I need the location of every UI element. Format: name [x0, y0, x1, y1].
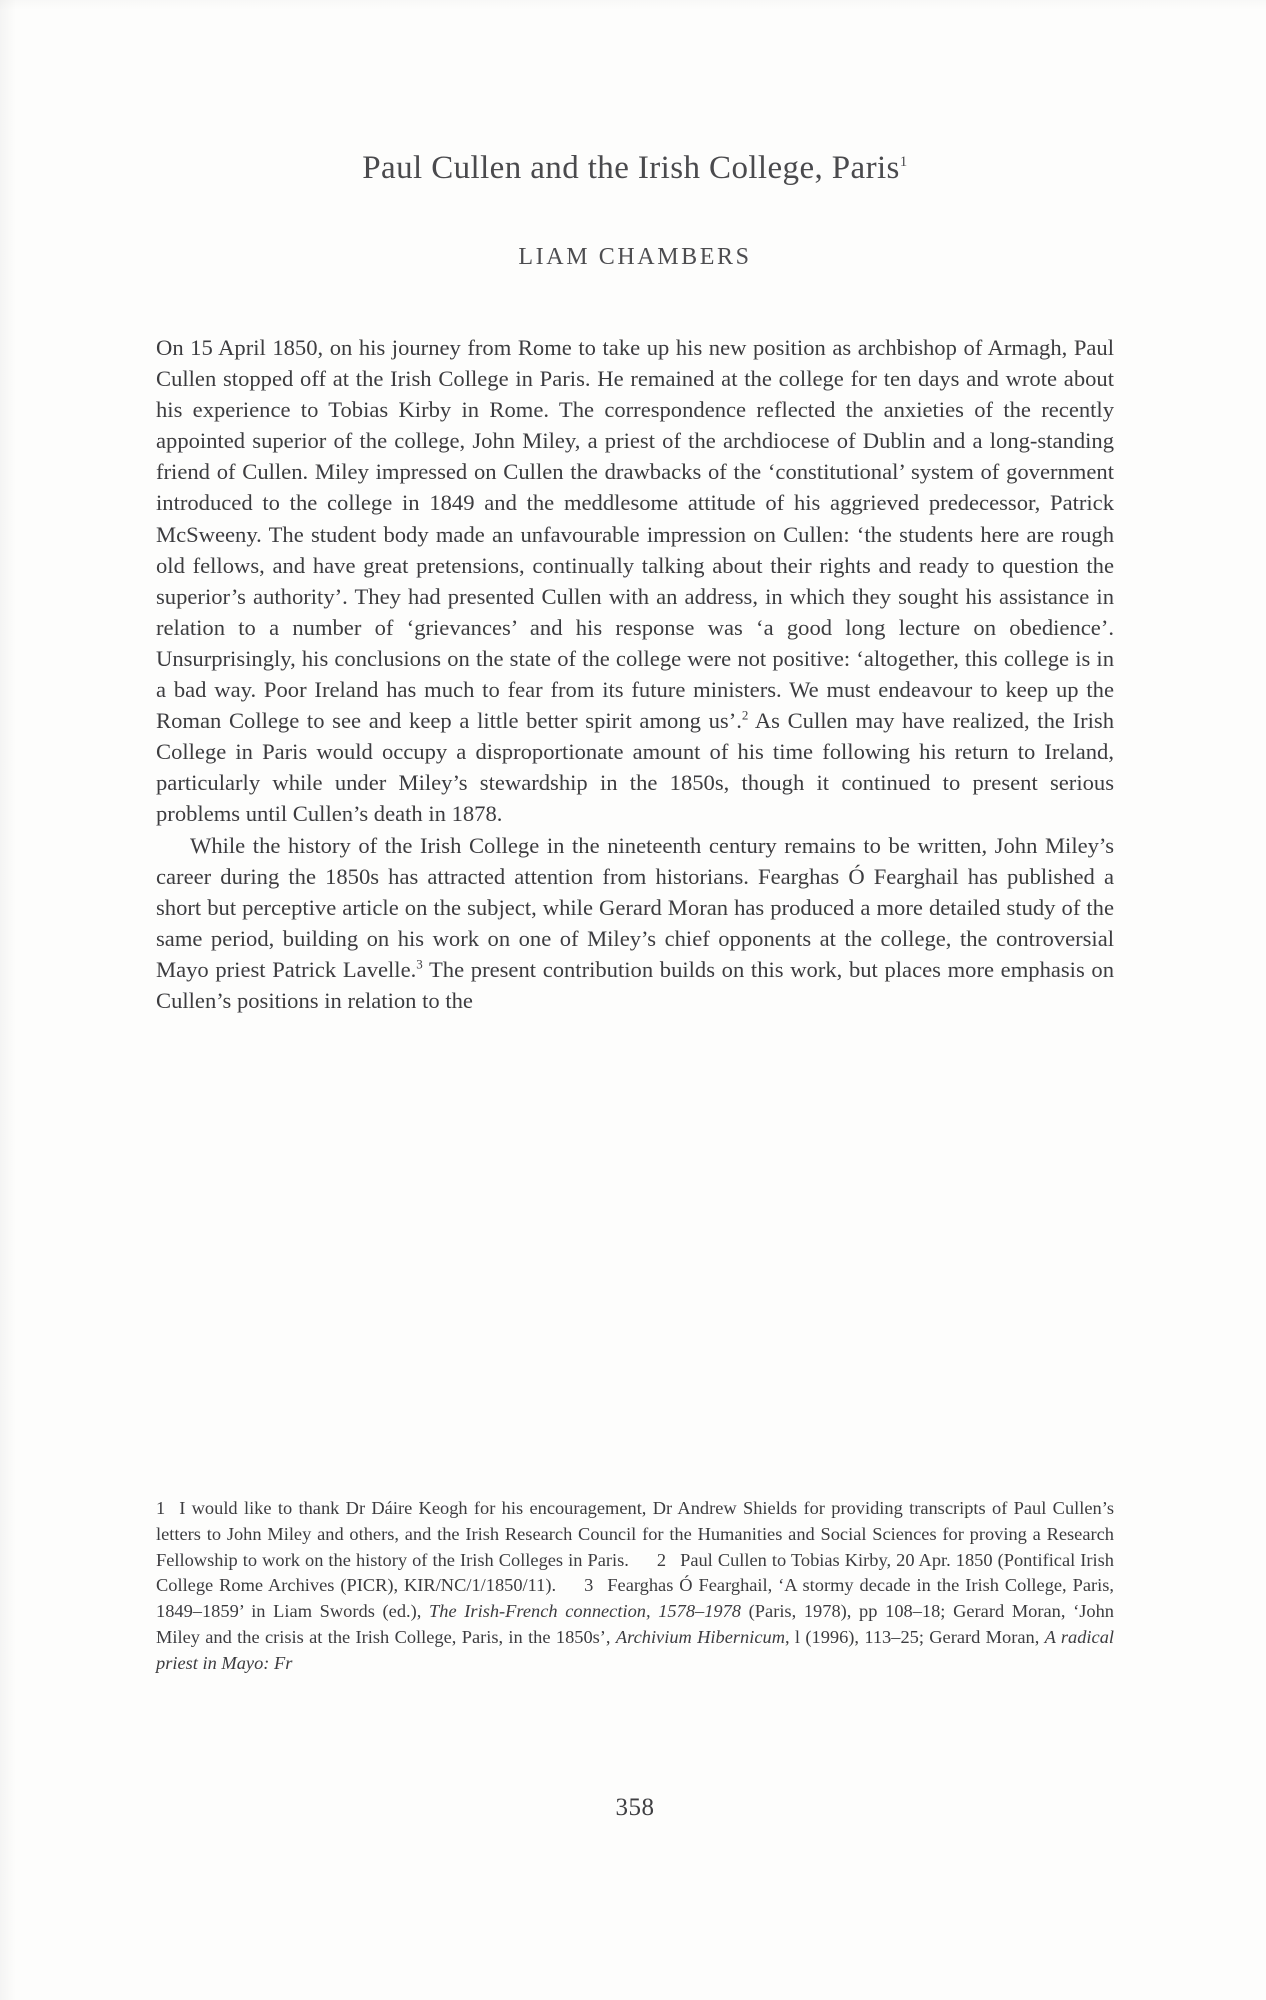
footnotes [156, 1496, 1114, 1677]
footnote-3-text-c: , l (1996), 113–25; Gerard Moran, [785, 1626, 1045, 1647]
title-footnote-marker: 1 [899, 154, 908, 170]
paragraph-2-continued: The present contribution builds on this work, but places more emphasis on Cullen’s positions in relation to the [156, 956, 1114, 1013]
footnote-number-1: 1 [156, 1498, 166, 1518]
footnote-text [156, 1496, 1114, 1677]
article-title-text: Paul Cullen and the Irish College, Paris [362, 150, 900, 186]
footnote-ref-3[interactable]: 3 [416, 956, 423, 972]
paragraph-1-text: On 15 April 1850, on his journey from Rome to take up his new position as archbishop of Armagh, Paul Cullen stopped off at the Irish College in Paris. He remained at the college for ten days and wrote about his experience to Tobias Kirby in Rome. The correspondence reflected the anxieties of the recently appointed superior of the college, John Miley, a priest of the archdiocese of Dublin and a long-standing friend of Cullen. Miley impressed on Cullen the drawbacks of the ‘constitutional’ system of government introduced to the college in 1849 and the meddlesome attitude of his aggrieved predecessor, Patrick McSweeny. The student body made an unfavourable impression on Cullen: ‘the students here are rough old fellows, and have great pretensions, continually talking about their rights and ready to question the superior’s authority’. They had presented Cullen with an address, in which they sought his assistance in relation to a number of ‘grievances’ and his response was ‘a good long lecture on obedience’. Unsurprisingly, his conclusions on the state of the college were not positive: ‘altogether, this college is in a bad way. Poor Ireland has much to fear from its future ministers. We must endeavour to keep up the Roman College to see and keep a little better spirit among us’. [156, 335, 1114, 734]
footnote-1-text: I would like to thank Dr Dáire Keogh for his encouragement, Dr Andrew Shields for providing transcripts of Paul Cullen’s letters to John Miley and others, and the Irish Research Council for the Humanities and Social Sciences for proving a Research Fellowship to work on the history of the Irish Colleges in Paris. [156, 1498, 1114, 1570]
author-byline: LIAM CHAMBERS [518, 244, 752, 270]
body-paragraph-1 [156, 332, 1114, 830]
footnote-ref-2[interactable]: 2 [741, 707, 749, 723]
footnote-3-italic-title-b: Archivium Hibernicum [615, 1626, 785, 1647]
footnote-number-2: 2 [656, 1549, 667, 1570]
footnote-3-text-b: (Paris, 1978), pp 108–18; Gerard Moran, ‘John Miley and the crisis at the Irish College, Paris, in the 1850s’, [156, 1601, 1114, 1647]
body-text [156, 332, 1114, 1016]
footnote-3-italic-title-c: A radical priest in Mayo: Fr [156, 1626, 1115, 1673]
footnote-3-italic-title-a: The Irish-French connection, 1578–1978 [429, 1601, 741, 1622]
page-title [156, 150, 1114, 187]
page-number: 358 [615, 1794, 655, 1821]
footnote-2-text: Paul Cullen to Tobias Kirby, 20 Apr. 1850 (Pontifical Irish College Rome Archives (PICR), KIR/NC/1/1850/11). [156, 1549, 1115, 1596]
paragraph-1-continued: As Cullen may have realized, the Irish College in Paris would occupy a disproportionate amount of his time following his return to Ireland, particularly while under Miley’s stewardship in the 1850s, though it continued to present serious problems until Cullen’s death in 1878. [156, 708, 1114, 827]
body-paragraph-2 [156, 830, 1114, 1017]
paragraph-2-text: While the history of the Irish College in the nineteenth century remains to be written, John Miley’s career during the 1850s has attracted attention from historians. Fearghas Ó Fearghail has published a short but perceptive article on the subject, while Gerard Moran has produced a more detailed study of the same period, building on his work on one of Miley’s chief opponents at the college, the controversial Mayo priest Patrick Lavelle. [156, 832, 1114, 982]
footnote-number-3: 3 [584, 1575, 594, 1596]
footnote-3-text-a: Fearghas Ó Fearghail, ‘A stormy decade in the Irish College, Paris, 1849–1859’ in Liam Swords (ed.), [156, 1575, 1114, 1622]
